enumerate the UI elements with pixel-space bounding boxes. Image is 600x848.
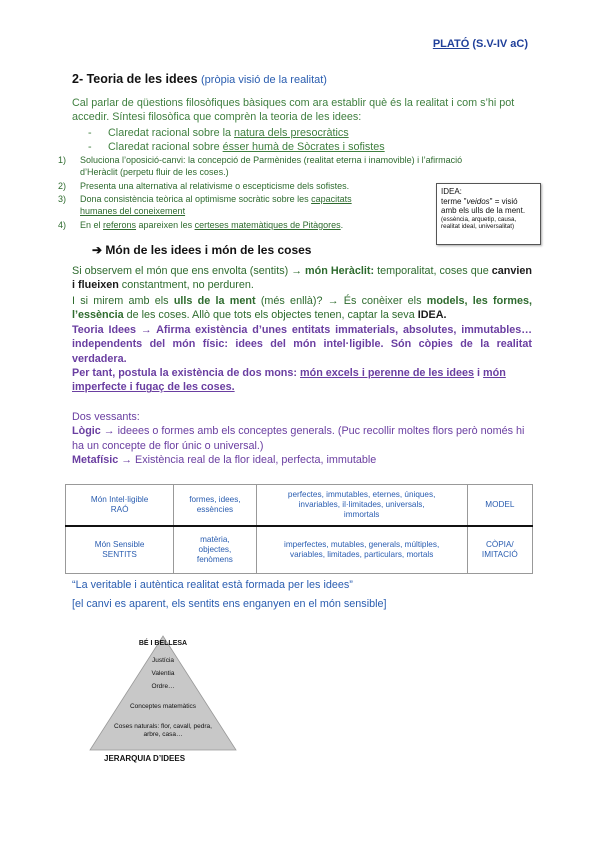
table-cell: perfectes, immutables, eternes, úniques, invariables, il·limitades, universals, immortals (256, 485, 467, 527)
numbered-item (58, 194, 420, 217)
pyramid-caption: JERARQUIA D’IDEES (104, 754, 186, 763)
table-cell: Món Intel·ligible RAÓ (66, 485, 174, 527)
item-link-cont[interactable]: humanes del coneixement (80, 205, 186, 216)
pyramid-level: Justícia (151, 657, 175, 664)
bullet-dash: - (88, 127, 92, 139)
item-number: 1) (58, 155, 67, 165)
table-cell: MODEL (467, 485, 532, 527)
vessant-logic: Lògic → ideees o formes amb els conceptes generals. (Puc recollir moltes flors però només hi ha un concepte de flor únic o universal.) (72, 425, 525, 452)
bullet-text: Claredat racional sobre (108, 141, 223, 153)
bullet-link[interactable]: natura dels presocràtics (234, 127, 349, 139)
header-title-link[interactable]: PLATÓ (432, 38, 470, 50)
pyramid-top: BÉ I BELLESA (138, 640, 188, 647)
idea-definition-box (436, 183, 541, 245)
idea-box-note: (essència, arquetip, causa, realitat ideal, universalitat) (441, 215, 517, 230)
quote-senses: [el canvi es aparent, els sentits ens enganyen en el món sensible] (72, 598, 387, 610)
item-link[interactable]: capacitats (311, 194, 352, 204)
item-link[interactable]: certeses matemàtiques de Pitàgores (194, 220, 341, 230)
numbered-item (58, 220, 420, 232)
table-cell: matèria, objectes, fenòmens (174, 526, 256, 574)
paragraph-teoria: Teoria Idees → Afirma existència d’unes entitats immaterials, absolutes, immutables… independents del món físic: idees del món intel·ligible. Són còpies de la realitat verdadera. (72, 324, 532, 365)
item-text: En el (80, 220, 104, 230)
paragraph-mind: I si mirem amb els ulls de la ment (més enllà)? → És conèixer els models, les formes, l’essència de les coses. Allò que tots els objectes tenen, captar la seva IDEA. (72, 295, 533, 322)
bullet-item (88, 126, 349, 140)
item-text: Dona consistència teòrica al optimisme socràtic sobre les (80, 194, 312, 204)
pyramid-level: Ordre… (151, 683, 175, 690)
bullet-dash: - (88, 141, 92, 153)
section-heading (72, 72, 327, 86)
bullet-item (88, 140, 385, 154)
pyramid-level: Conceptes matemàtics (129, 703, 197, 710)
vessants-block (72, 410, 532, 468)
item-number: 4) (58, 220, 67, 230)
item-text: apareixen les (136, 220, 195, 230)
idea-box-line: amb els ulls de la ment. (441, 206, 526, 215)
idea-box-title: IDEA: (441, 187, 462, 196)
idea-box-line: terme "veidos" = visió (441, 196, 518, 206)
item-number: 2) (58, 181, 67, 191)
item-text: Soluciona l’oposició-canvi: la concepció de Parmènides (realitat eterna i inamovible) i l’afirmació (80, 155, 463, 165)
table-cell: CÒPIA/ IMITACIÓ (467, 526, 532, 574)
header-title-dates: (S.V-IV aC) (469, 38, 528, 50)
table-cell: imperfectes, mutables, generals, múltiples, variables, limitades, particulars, mortals (256, 526, 467, 574)
item-link[interactable]: referons (103, 220, 137, 230)
item-text: Presenta una alternativa al relativisme o escepticisme dels sofistes. (80, 181, 350, 191)
numbered-item (58, 155, 520, 178)
table-cell: Món Sensible SENTITS (66, 526, 174, 574)
numbered-item (58, 181, 420, 193)
section-heading-text: 2- Teoria de les idees (72, 72, 198, 86)
bullet-text: Claredat racional sobre la (108, 127, 235, 139)
ideas-pyramid (88, 634, 238, 752)
quote-reality: “La veritable i autèntica realitat està formada per les idees” (72, 579, 353, 591)
paragraph-heraclit: Si observem el món que ens envolta (sentits) → món Heràclit: temporalitat, coses que canvien i flueixen constantment, no perduren. (72, 265, 532, 292)
worlds-table (65, 484, 533, 574)
paragraph-dos-mons: Per tant, postula la existència de dos mons: món excels i perenne de les idees i món imperfecte i fugaç de les coses. (72, 367, 506, 394)
table-cell: formes, idees, essències (174, 485, 256, 527)
vessant-meta: Metafísic → Existència real de la flor ideal, perfecta, immutable (72, 454, 377, 467)
subsection-heading-text: Món de les idees i món de les coses (105, 243, 312, 257)
table-row (66, 526, 533, 574)
subsection-heading (92, 243, 311, 257)
intro-paragraph: Cal parlar de qüestions filosòfiques bàsiques com ara establir què és la realitat i com s’hi pot accedir. Síntesi filosòfica que comprèn la teoria de les idees: (72, 97, 515, 123)
section-subheading: (pròpia visió de la realitat) (201, 74, 327, 86)
pyramid-level: Valentia (151, 670, 175, 677)
arrow-icon: ➔ (92, 243, 103, 257)
pyramid-level: Coses naturals: flor, cavall, pedra, arbre, casa… (114, 723, 212, 738)
item-text: . (340, 220, 344, 230)
vessants-title: Dos vessants: (72, 411, 140, 423)
page-header-title (433, 38, 528, 50)
item-text-cont: d’Heràclit (perpetu fluir de les coses.) (80, 166, 229, 177)
item-number: 3) (58, 194, 67, 204)
table-row (66, 485, 533, 527)
bullet-link[interactable]: ésser humà de Sòcrates i sofistes (222, 141, 385, 153)
